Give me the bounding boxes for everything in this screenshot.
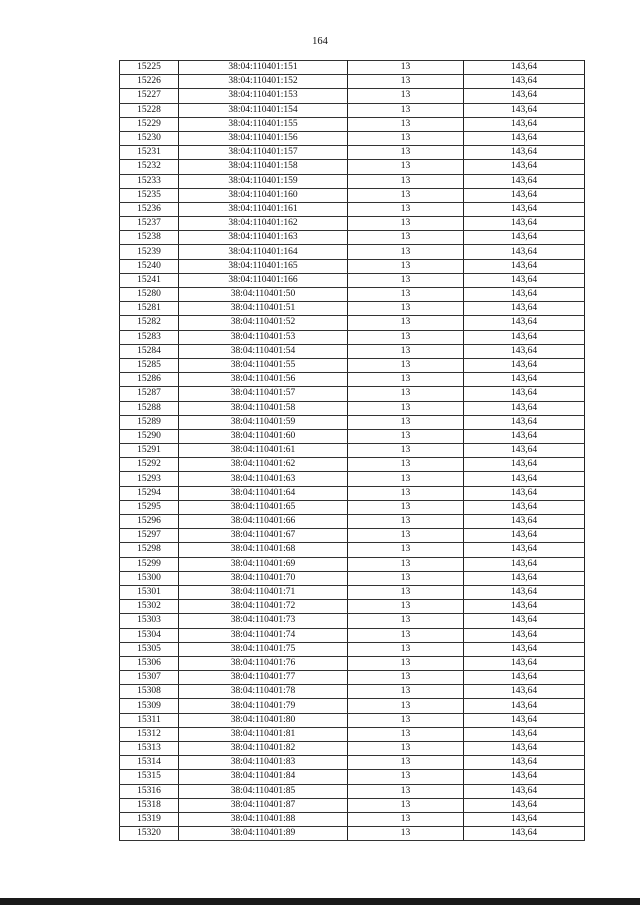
table-row [120,160,585,174]
row-number-cell: 15319 [120,812,179,826]
zone-code-cell: 13 [348,330,464,344]
table-row [120,585,585,599]
value-cell: 143,64 [464,756,585,770]
table-row [120,330,585,344]
zone-code-cell: 13 [348,387,464,401]
value-cell: 143,64 [464,103,585,117]
table-row [120,202,585,216]
cadastral-number-cell: 38:04:110401:51 [179,302,348,316]
row-number-cell: 15241 [120,273,179,287]
row-number-cell: 15297 [120,529,179,543]
row-number-cell: 15295 [120,500,179,514]
row-number-cell: 15307 [120,671,179,685]
zone-code-cell: 13 [348,543,464,557]
cadastral-number-cell: 38:04:110401:54 [179,344,348,358]
table-row [120,75,585,89]
row-number-cell: 15288 [120,401,179,415]
zone-code-cell: 13 [348,727,464,741]
cadastral-number-cell: 38:04:110401:74 [179,628,348,642]
zone-code-cell: 13 [348,571,464,585]
zone-code-cell: 13 [348,472,464,486]
row-number-cell: 15303 [120,614,179,628]
value-cell: 143,64 [464,812,585,826]
row-number-cell: 15284 [120,344,179,358]
table-row [120,344,585,358]
value-cell: 143,64 [464,75,585,89]
cadastral-number-cell: 38:04:110401:165 [179,259,348,273]
value-cell: 143,64 [464,486,585,500]
row-number-cell: 15313 [120,742,179,756]
zone-code-cell: 13 [348,742,464,756]
zone-code-cell: 13 [348,827,464,841]
zone-code-cell: 13 [348,713,464,727]
cadastral-number-cell: 38:04:110401:50 [179,288,348,302]
cadastral-number-cell: 38:04:110401:87 [179,798,348,812]
row-number-cell: 15311 [120,713,179,727]
zone-code-cell: 13 [348,401,464,415]
cadastral-number-cell: 38:04:110401:71 [179,585,348,599]
table-row [120,103,585,117]
value-cell: 143,64 [464,656,585,670]
cadastral-number-cell: 38:04:110401:163 [179,231,348,245]
cadastral-number-cell: 38:04:110401:60 [179,429,348,443]
table-row [120,174,585,188]
zone-code-cell: 13 [348,515,464,529]
row-number-cell: 15225 [120,61,179,75]
value-cell: 143,64 [464,330,585,344]
row-number-cell: 15239 [120,245,179,259]
value-cell: 143,64 [464,231,585,245]
zone-code-cell: 13 [348,288,464,302]
cadastral-number-cell: 38:04:110401:59 [179,415,348,429]
row-number-cell: 15233 [120,174,179,188]
table-row [120,273,585,287]
row-number-cell: 15287 [120,387,179,401]
table-row [120,742,585,756]
value-cell: 143,64 [464,89,585,103]
zone-code-cell: 13 [348,585,464,599]
value-cell: 143,64 [464,727,585,741]
zone-code-cell: 13 [348,529,464,543]
row-number-cell: 15227 [120,89,179,103]
table-row [120,302,585,316]
value-cell: 143,64 [464,316,585,330]
row-number-cell: 15231 [120,146,179,160]
zone-code-cell: 13 [348,217,464,231]
zone-code-cell: 13 [348,812,464,826]
zone-code-cell: 13 [348,600,464,614]
value-cell: 143,64 [464,401,585,415]
cadastral-number-cell: 38:04:110401:61 [179,444,348,458]
table-row [120,557,585,571]
value-cell: 143,64 [464,387,585,401]
row-number-cell: 15238 [120,231,179,245]
row-number-cell: 15300 [120,571,179,585]
value-cell: 143,64 [464,515,585,529]
table-row [120,543,585,557]
row-number-cell: 15301 [120,585,179,599]
row-number-cell: 15302 [120,600,179,614]
table-row [120,259,585,273]
value-cell: 143,64 [464,188,585,202]
table-row [120,458,585,472]
zone-code-cell: 13 [348,784,464,798]
table-row [120,571,585,585]
value-cell: 143,64 [464,344,585,358]
row-number-cell: 15280 [120,288,179,302]
row-number-cell: 15226 [120,75,179,89]
row-number-cell: 15315 [120,770,179,784]
zone-code-cell: 13 [348,75,464,89]
cadastral-number-cell: 38:04:110401:52 [179,316,348,330]
value-cell: 143,64 [464,827,585,841]
table-row [120,770,585,784]
zone-code-cell: 13 [348,500,464,514]
table-row [120,500,585,514]
zone-code-cell: 13 [348,429,464,443]
value-cell: 143,64 [464,543,585,557]
row-number-cell: 15283 [120,330,179,344]
value-cell: 143,64 [464,770,585,784]
value-cell: 143,64 [464,146,585,160]
table-row [120,89,585,103]
value-cell: 143,64 [464,273,585,287]
zone-code-cell: 13 [348,344,464,358]
zone-code-cell: 13 [348,358,464,372]
value-cell: 143,64 [464,373,585,387]
table-row [120,131,585,145]
cadastral-number-cell: 38:04:110401:157 [179,146,348,160]
value-cell: 143,64 [464,600,585,614]
table-row [120,358,585,372]
table-row [120,798,585,812]
zone-code-cell: 13 [348,770,464,784]
cadastral-number-cell: 38:04:110401:81 [179,727,348,741]
value-cell: 143,64 [464,571,585,585]
table-row [120,515,585,529]
zone-code-cell: 13 [348,259,464,273]
cadastral-number-cell: 38:04:110401:155 [179,117,348,131]
value-cell: 143,64 [464,245,585,259]
cadastral-number-cell: 38:04:110401:161 [179,202,348,216]
row-number-cell: 15228 [120,103,179,117]
zone-code-cell: 13 [348,202,464,216]
value-cell: 143,64 [464,742,585,756]
table-row [120,146,585,160]
row-number-cell: 15282 [120,316,179,330]
row-number-cell: 15298 [120,543,179,557]
row-number-cell: 15292 [120,458,179,472]
table-row [120,415,585,429]
scan-edge-bar [0,898,640,905]
zone-code-cell: 13 [348,685,464,699]
cadastral-number-cell: 38:04:110401:73 [179,614,348,628]
cadastral-number-cell: 38:04:110401:156 [179,131,348,145]
value-cell: 143,64 [464,557,585,571]
cadastral-number-cell: 38:04:110401:67 [179,529,348,543]
row-number-cell: 15316 [120,784,179,798]
table-row [120,444,585,458]
cadastral-number-cell: 38:04:110401:76 [179,656,348,670]
zone-code-cell: 13 [348,245,464,259]
cadastral-number-cell: 38:04:110401:69 [179,557,348,571]
table-row [120,472,585,486]
zone-code-cell: 13 [348,699,464,713]
cadastral-number-cell: 38:04:110401:85 [179,784,348,798]
value-cell: 143,64 [464,415,585,429]
value-cell: 143,64 [464,288,585,302]
row-number-cell: 15314 [120,756,179,770]
table-row [120,628,585,642]
value-cell: 143,64 [464,429,585,443]
zone-code-cell: 13 [348,444,464,458]
table-row [120,812,585,826]
table-row [120,316,585,330]
zone-code-cell: 13 [348,273,464,287]
cadastral-number-cell: 38:04:110401:154 [179,103,348,117]
cadastral-number-cell: 38:04:110401:151 [179,61,348,75]
value-cell: 143,64 [464,798,585,812]
table-row [120,61,585,75]
zone-code-cell: 13 [348,373,464,387]
table-row [120,117,585,131]
zone-code-cell: 13 [348,557,464,571]
table-row [120,727,585,741]
zone-code-cell: 13 [348,146,464,160]
value-cell: 143,64 [464,784,585,798]
row-number-cell: 15299 [120,557,179,571]
zone-code-cell: 13 [348,656,464,670]
cadastral-number-cell: 38:04:110401:82 [179,742,348,756]
cadastral-number-cell: 38:04:110401:53 [179,330,348,344]
cadastral-number-cell: 38:04:110401:80 [179,713,348,727]
row-number-cell: 15312 [120,727,179,741]
registry-table [119,60,585,841]
table-row [120,784,585,798]
value-cell: 143,64 [464,458,585,472]
row-number-cell: 15229 [120,117,179,131]
zone-code-cell: 13 [348,302,464,316]
zone-code-cell: 13 [348,486,464,500]
table-row [120,387,585,401]
value-cell: 143,64 [464,131,585,145]
value-cell: 143,64 [464,358,585,372]
value-cell: 143,64 [464,160,585,174]
row-number-cell: 15293 [120,472,179,486]
table-row [120,827,585,841]
cadastral-number-cell: 38:04:110401:159 [179,174,348,188]
row-number-cell: 15296 [120,515,179,529]
cadastral-number-cell: 38:04:110401:66 [179,515,348,529]
zone-code-cell: 13 [348,188,464,202]
table-row [120,529,585,543]
zone-code-cell: 13 [348,756,464,770]
cadastral-number-cell: 38:04:110401:63 [179,472,348,486]
value-cell: 143,64 [464,713,585,727]
cadastral-number-cell: 38:04:110401:65 [179,500,348,514]
cadastral-number-cell: 38:04:110401:158 [179,160,348,174]
table-row [120,188,585,202]
zone-code-cell: 13 [348,316,464,330]
table-row [120,699,585,713]
value-cell: 143,64 [464,259,585,273]
table-row [120,231,585,245]
cadastral-number-cell: 38:04:110401:89 [179,827,348,841]
zone-code-cell: 13 [348,458,464,472]
page-number: 164 [312,36,328,47]
cadastral-number-cell: 38:04:110401:72 [179,600,348,614]
cadastral-number-cell: 38:04:110401:57 [179,387,348,401]
zone-code-cell: 13 [348,89,464,103]
table-row [120,713,585,727]
value-cell: 143,64 [464,642,585,656]
cadastral-number-cell: 38:04:110401:58 [179,401,348,415]
row-number-cell: 15235 [120,188,179,202]
value-cell: 143,64 [464,699,585,713]
row-number-cell: 15289 [120,415,179,429]
cadastral-number-cell: 38:04:110401:83 [179,756,348,770]
row-number-cell: 15304 [120,628,179,642]
table-row [120,401,585,415]
table-row [120,486,585,500]
table-row [120,373,585,387]
row-number-cell: 15281 [120,302,179,316]
value-cell: 143,64 [464,444,585,458]
value-cell: 143,64 [464,628,585,642]
row-number-cell: 15232 [120,160,179,174]
table-row [120,756,585,770]
row-number-cell: 15305 [120,642,179,656]
table-row [120,288,585,302]
row-number-cell: 15237 [120,217,179,231]
zone-code-cell: 13 [348,671,464,685]
cadastral-number-cell: 38:04:110401:77 [179,671,348,685]
cadastral-number-cell: 38:04:110401:79 [179,699,348,713]
cadastral-number-cell: 38:04:110401:88 [179,812,348,826]
value-cell: 143,64 [464,585,585,599]
value-cell: 143,64 [464,302,585,316]
cadastral-number-cell: 38:04:110401:162 [179,217,348,231]
cadastral-number-cell: 38:04:110401:166 [179,273,348,287]
value-cell: 143,64 [464,472,585,486]
zone-code-cell: 13 [348,798,464,812]
row-number-cell: 15290 [120,429,179,443]
value-cell: 143,64 [464,614,585,628]
cadastral-number-cell: 38:04:110401:160 [179,188,348,202]
table-row [120,614,585,628]
zone-code-cell: 13 [348,131,464,145]
cadastral-number-cell: 38:04:110401:84 [179,770,348,784]
row-number-cell: 15308 [120,685,179,699]
registry-table-body [120,61,585,841]
cadastral-number-cell: 38:04:110401:62 [179,458,348,472]
row-number-cell: 15309 [120,699,179,713]
row-number-cell: 15240 [120,259,179,273]
zone-code-cell: 13 [348,160,464,174]
table-row [120,245,585,259]
cadastral-number-cell: 38:04:110401:56 [179,373,348,387]
zone-code-cell: 13 [348,103,464,117]
value-cell: 143,64 [464,685,585,699]
cadastral-number-cell: 38:04:110401:64 [179,486,348,500]
value-cell: 143,64 [464,529,585,543]
cadastral-number-cell: 38:04:110401:153 [179,89,348,103]
row-number-cell: 15286 [120,373,179,387]
row-number-cell: 15285 [120,358,179,372]
zone-code-cell: 13 [348,61,464,75]
value-cell: 143,64 [464,217,585,231]
table-row [120,671,585,685]
cadastral-number-cell: 38:04:110401:78 [179,685,348,699]
zone-code-cell: 13 [348,117,464,131]
row-number-cell: 15230 [120,131,179,145]
cadastral-number-cell: 38:04:110401:55 [179,358,348,372]
table-row [120,217,585,231]
table-row [120,656,585,670]
row-number-cell: 15294 [120,486,179,500]
table-row [120,600,585,614]
zone-code-cell: 13 [348,415,464,429]
value-cell: 143,64 [464,202,585,216]
cadastral-number-cell: 38:04:110401:68 [179,543,348,557]
row-number-cell: 15318 [120,798,179,812]
value-cell: 143,64 [464,671,585,685]
value-cell: 143,64 [464,174,585,188]
cadastral-number-cell: 38:04:110401:75 [179,642,348,656]
value-cell: 143,64 [464,500,585,514]
cadastral-number-cell: 38:04:110401:164 [179,245,348,259]
zone-code-cell: 13 [348,231,464,245]
cadastral-number-cell: 38:04:110401:70 [179,571,348,585]
row-number-cell: 15236 [120,202,179,216]
zone-code-cell: 13 [348,614,464,628]
table-row [120,642,585,656]
cadastral-number-cell: 38:04:110401:152 [179,75,348,89]
table-row [120,429,585,443]
row-number-cell: 15320 [120,827,179,841]
row-number-cell: 15291 [120,444,179,458]
value-cell: 143,64 [464,117,585,131]
zone-code-cell: 13 [348,642,464,656]
zone-code-cell: 13 [348,628,464,642]
zone-code-cell: 13 [348,174,464,188]
value-cell: 143,64 [464,61,585,75]
table-row [120,685,585,699]
row-number-cell: 15306 [120,656,179,670]
